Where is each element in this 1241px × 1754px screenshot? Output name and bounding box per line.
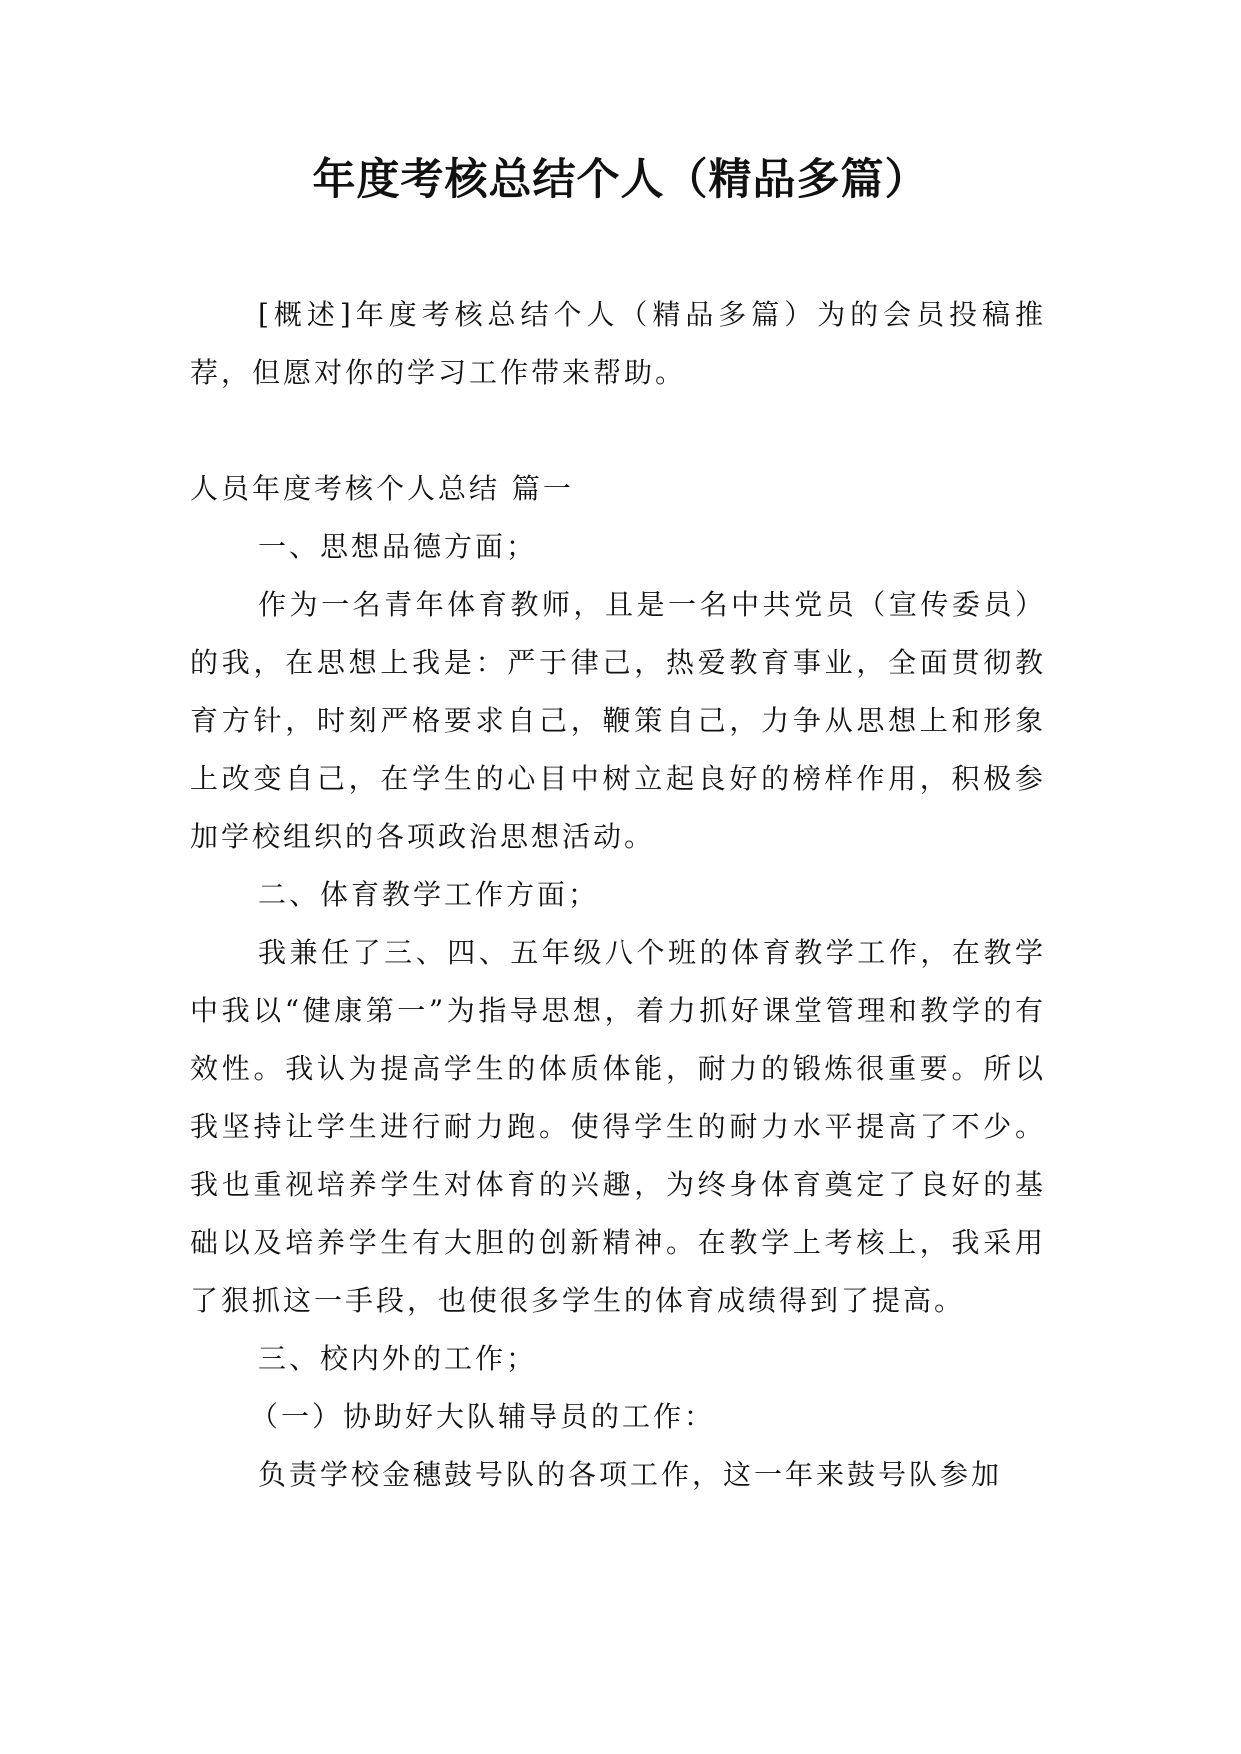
document-title: 年度考核总结个人（精品多篇） <box>312 155 929 205</box>
paragraph-ideology: 作为一名青年体育教师，且是一名中共党员（宣传委员）的我，在思想上我是：严于律己，热爱教育事业，全面贯彻教育方针，时刻严格要求自己，鞭策自己，力争从思想上和形象上改变自己，在学生的心目中树立起良好的榜样作用，积极参加学校组织的各项政治思想活动。 <box>190 588 1046 853</box>
summary-paragraph: [概述]年度考核总结个人（精品多篇）为的会员投稿推荐，但愿对你的学习工作带来帮助。 <box>190 298 1046 389</box>
section-heading: 人员年度考核个人总结 篇一 <box>190 472 574 505</box>
subheading-teaching: 二、体育教学工作方面； <box>258 878 600 911</box>
subheading-campus-work: 三、校内外的工作； <box>258 1342 538 1375</box>
paragraph-drum-team: 负责学校金穗鼓号队的各项工作，这一年来鼓号队参加 <box>258 1458 1003 1491</box>
document-body <box>190 286 1046 1504</box>
subheading-assist-counselor: （一）协助好大队辅导员的工作： <box>250 1400 716 1433</box>
paragraph-teaching: 我兼任了三、四、五年级八个班的体育教学工作，在教学中我以“健康第一”为指导思想，着力抓好课堂管理和教学的有效性。我认为提高学生的体质体能，耐力的锻炼很重要。所以我坚持让学生进行耐力跑。使得学生的耐力水平提高了不少。我也重视培养学生对体育的兴趣，为终身体育奠定了良好的基础以及培养学生有大胆的创新精神。在教学上考核上，我采用了狠抓这一手段，也使很多学生的体育成绩得到了提高。 <box>190 936 1046 1317</box>
subheading-ideology: 一、思想品德方面； <box>258 530 538 563</box>
